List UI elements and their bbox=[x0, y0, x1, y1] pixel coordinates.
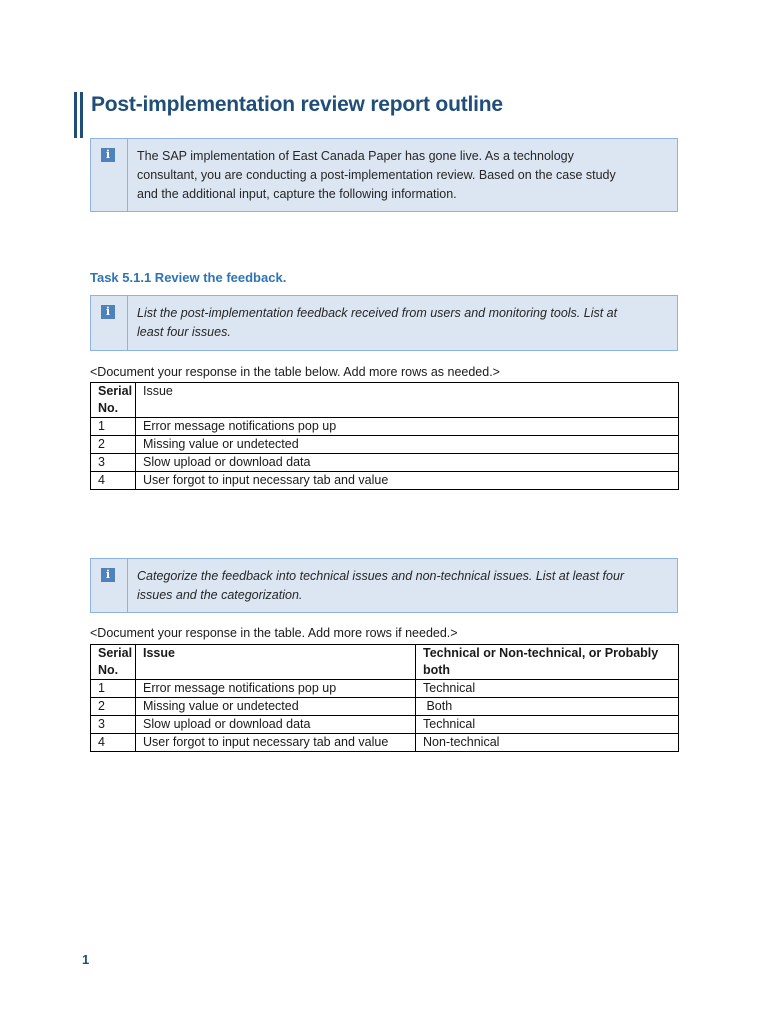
info-icon: i bbox=[101, 148, 115, 162]
cell-serial: 4 bbox=[91, 472, 136, 490]
table-row bbox=[91, 698, 679, 716]
table-row bbox=[91, 436, 679, 454]
table-header-row bbox=[91, 645, 679, 680]
task-heading: Task 5.1.1 Review the feedback. bbox=[90, 270, 287, 285]
cell-issue: Error message notifications pop up bbox=[136, 418, 679, 436]
header-issue: Issue bbox=[136, 645, 416, 680]
intro-info-box bbox=[90, 138, 678, 212]
info-icon-column bbox=[91, 559, 128, 612]
cell-serial: 1 bbox=[91, 680, 136, 698]
categorization-table bbox=[90, 644, 679, 752]
table-header-row bbox=[91, 383, 679, 418]
table-row bbox=[91, 716, 679, 734]
info-icon: i bbox=[101, 568, 115, 582]
table-row bbox=[91, 418, 679, 436]
response-instruction-1: <Document your response in the table below. Add more rows as needed.> bbox=[90, 365, 500, 379]
info-icon-column bbox=[91, 296, 128, 350]
header-serial: Serial No. bbox=[91, 645, 136, 680]
cell-issue: Missing value or undetected bbox=[136, 698, 416, 716]
page-title: Post-implementation review report outline bbox=[91, 93, 503, 116]
info-icon-column bbox=[91, 139, 128, 211]
page-number: 1 bbox=[82, 952, 90, 967]
cell-serial: 2 bbox=[91, 698, 136, 716]
task-instruction-text-2: Categorize the feedback into technical issues and non-technical issues. List at least four issues and the categorization. bbox=[137, 569, 625, 602]
title-accent-bar bbox=[80, 92, 83, 138]
task-info-box-1 bbox=[90, 295, 678, 351]
header-serial: Serial No. bbox=[91, 383, 136, 418]
title-accent-bar bbox=[74, 92, 77, 138]
cell-serial: 3 bbox=[91, 454, 136, 472]
cell-issue: User forgot to input necessary tab and value bbox=[136, 734, 416, 752]
header-category: Technical or Non-technical, or Probably both bbox=[416, 645, 679, 680]
info-icon: i bbox=[101, 305, 115, 319]
cell-category: Technical bbox=[416, 716, 679, 734]
cell-category: Non-technical bbox=[416, 734, 679, 752]
header-issue: Issue bbox=[136, 383, 679, 418]
cell-category: Technical bbox=[416, 680, 679, 698]
cell-serial: 2 bbox=[91, 436, 136, 454]
cell-serial: 1 bbox=[91, 418, 136, 436]
cell-issue: Slow upload or download data bbox=[136, 716, 416, 734]
cell-category: Both bbox=[416, 698, 679, 716]
cell-serial: 4 bbox=[91, 734, 136, 752]
task-info-box-2 bbox=[90, 558, 678, 613]
cell-issue: Slow upload or download data bbox=[136, 454, 679, 472]
cell-serial: 3 bbox=[91, 716, 136, 734]
table-row bbox=[91, 454, 679, 472]
cell-issue: Error message notifications pop up bbox=[136, 680, 416, 698]
feedback-table bbox=[90, 382, 679, 490]
table-row bbox=[91, 680, 679, 698]
cell-issue: User forgot to input necessary tab and value bbox=[136, 472, 679, 490]
cell-issue: Missing value or undetected bbox=[136, 436, 679, 454]
task-instruction-text-1: List the post-implementation feedback received from users and monitoring tools. List at least four issues. bbox=[137, 306, 618, 339]
response-instruction-2: <Document your response in the table. Add more rows if needed.> bbox=[90, 626, 458, 640]
intro-text: The SAP implementation of East Canada Paper has gone live. As a technology consultant, you are conducting a post-implementation review. Based on the case study and the additional input, capture the following information. bbox=[137, 149, 616, 201]
table-row bbox=[91, 472, 679, 490]
table-row bbox=[91, 734, 679, 752]
